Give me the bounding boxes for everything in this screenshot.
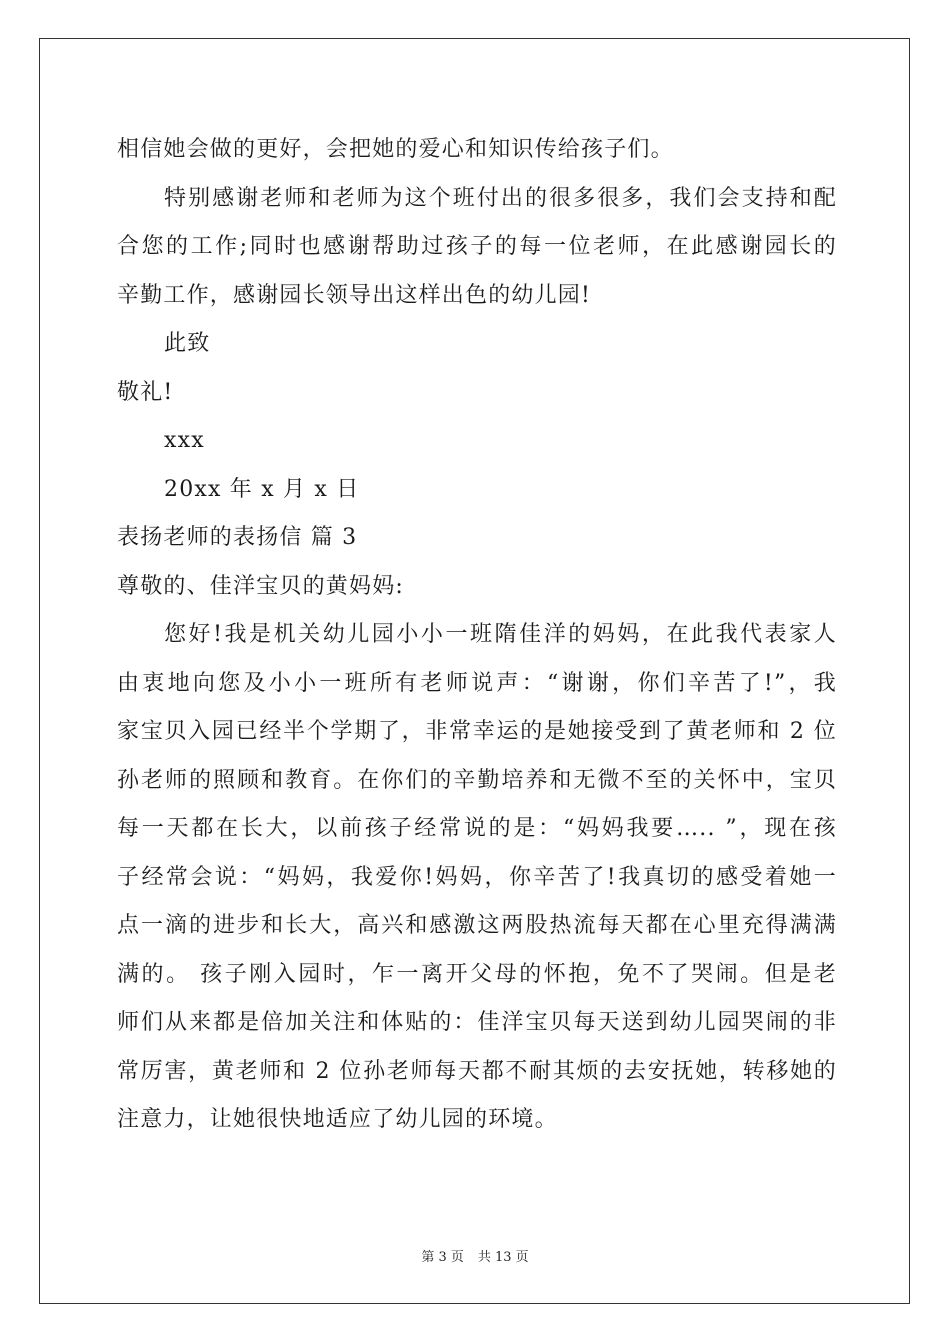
text-line: 家宝贝入园已经半个学期了，非常幸运的是她接受到了黄老师和 2 位 bbox=[117, 719, 837, 744]
text-line: 合您的工作;同时也感谢帮助过孩子的每一位老师，在此感谢园长的 bbox=[117, 234, 837, 259]
page-total: 共 13 页 bbox=[477, 1250, 529, 1265]
page-footer bbox=[0, 1246, 950, 1265]
text-line: 师们从来都是倍加关注和体贴的：佳洋宝贝每天送到幼儿园哭闹的非 bbox=[117, 1010, 837, 1035]
text-line: 注意力，让她很快地适应了幼儿园的环境。 bbox=[117, 1107, 558, 1132]
text-line: 您好!我是机关幼儿园小小一班隋佳洋的妈妈，在此我代表家人 bbox=[164, 622, 837, 647]
text-line: 点一滴的进步和长大，高兴和感激这两股热流每天都在心里充得满满 bbox=[117, 913, 837, 938]
text-line: 常厉害，黄老师和 2 位孙老师每天都不耐其烦的去安抚她，转移她的 bbox=[117, 1058, 837, 1084]
text-line: 由衷地向您及小小一班所有老师说声：“谢谢，你们辛苦了!”，我 bbox=[117, 670, 837, 696]
closing-salutation: 此致 bbox=[164, 331, 211, 356]
page-number: 第 3 页 bbox=[421, 1250, 464, 1265]
text-line: 满的。 孩子刚入园时，乍一离开父母的怀抱，免不了哭闹。但是老 bbox=[117, 961, 837, 987]
closing-regards: 敬礼! bbox=[117, 379, 174, 405]
text-line: 子经常会说：“妈妈，我爱你!妈妈，你辛苦了!我真切的感受着她一 bbox=[117, 864, 837, 890]
letter-greeting: 尊敬的、佳洋宝贝的黄妈妈: bbox=[117, 573, 405, 599]
text-line: 特别感谢老师和老师为这个班付出的很多很多，我们会支持和配 bbox=[164, 185, 837, 211]
text-line: 辛勤工作，感谢园长领导出这样出色的幼儿园! bbox=[117, 282, 592, 308]
section-title: 表扬老师的表扬信 篇 3 bbox=[117, 525, 358, 550]
document-body bbox=[117, 126, 837, 1145]
date-line: 20xx 年 x 月 x 日 bbox=[164, 476, 360, 502]
signature: xxx bbox=[164, 428, 205, 453]
text-line: 相信她会做的更好，会把她的爱心和知识传给孩子们。 bbox=[117, 137, 674, 162]
text-line: 孙老师的照顾和教育。在你们的辛勤培养和无微不至的关怀中，宝贝 bbox=[117, 767, 837, 793]
text-line: 每一天都在长大，以前孩子经常说的是：“妈妈我要….. ”，现在孩 bbox=[117, 816, 837, 841]
